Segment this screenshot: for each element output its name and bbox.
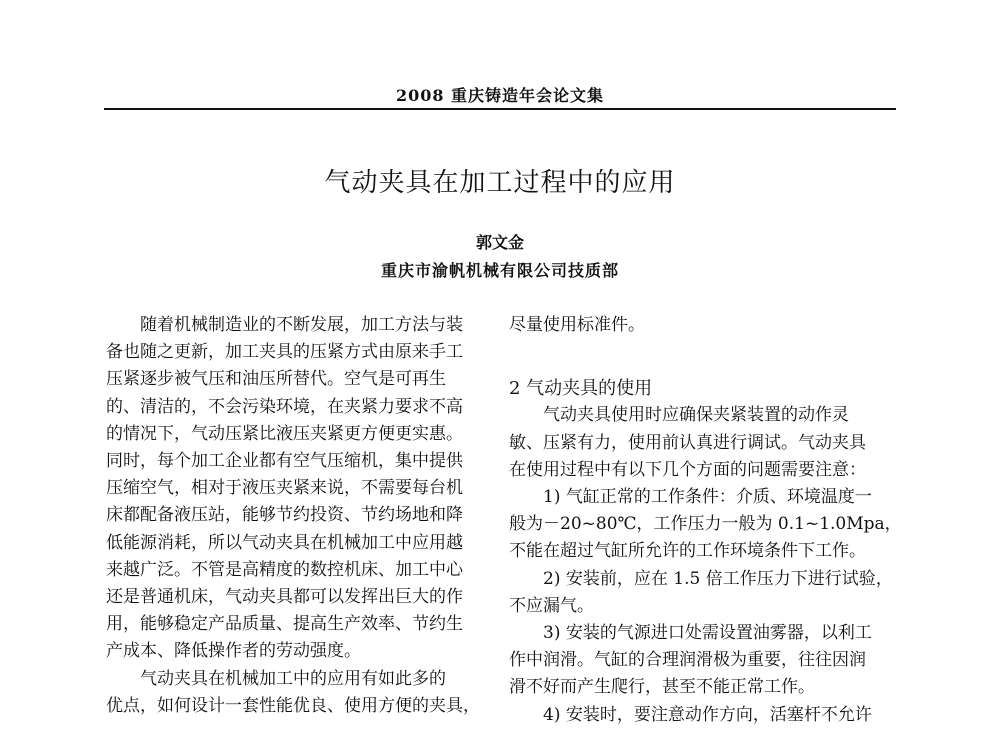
paper-title: 气动夹具在加工过程中的应用 bbox=[324, 168, 676, 198]
body-line: 4) 安装时，要注意动作方向，活塞杆不允许 bbox=[509, 704, 872, 725]
body-line: 来越广泛。不管是高精度的数控机床、加工中心 bbox=[106, 559, 463, 580]
body-line: 用，能够稳定产品质量、提高生产效率、节约生 bbox=[106, 614, 463, 635]
header-rule bbox=[104, 108, 896, 110]
body-line: 3) 安装的气源进口处需设置油雾器，以利工 bbox=[509, 623, 872, 644]
body-line: 压紧逐步被气压和油压所替代。空气是可再生 bbox=[106, 369, 446, 390]
body-line: 不应漏气。 bbox=[509, 595, 594, 616]
body-line: 气动夹具使用时应确保夹紧装置的动作灵 bbox=[509, 405, 849, 426]
body-line: 敏、压紧有力，使用前认真进行调试。气动夹具 bbox=[509, 432, 866, 453]
author-affiliation: 重庆市渝帆机械有限公司技质部 bbox=[380, 261, 619, 280]
section-heading: 2 气动夹具的使用 bbox=[509, 378, 653, 400]
section-spacer bbox=[509, 339, 895, 366]
body-line: 的情况下，气动压紧比液压夹紧更方便更实惠。 bbox=[106, 423, 463, 444]
body-line: 作中润滑。气缸的合理润滑极为重要，往往因润 bbox=[509, 650, 866, 671]
body-line: 优点，如何设计一套性能优良、使用方便的夹具， bbox=[106, 695, 480, 716]
right-column bbox=[509, 312, 902, 729]
body-line: 还是普通机床，气动夹具都可以发挥出巨大的作 bbox=[106, 587, 463, 608]
body-line: 尽量使用标准件。 bbox=[509, 315, 645, 335]
left-column bbox=[106, 312, 491, 720]
body-line: 随着机械制造业的不断发展，加工方法与装 bbox=[106, 315, 463, 335]
body-line: 备也随之更新，加工夹具的压紧方式由原来手工 bbox=[106, 342, 463, 363]
body-line: 压缩空气，相对于液压夹紧来说，不需要每台机 bbox=[106, 478, 463, 499]
body-line: 在使用过程中有以下几个方面的问题需要注意： bbox=[509, 459, 866, 480]
body-line: 床都配备液压站，能够节约投资、节约场地和降 bbox=[106, 505, 463, 526]
body-line: 1) 气缸正常的工作条件：介质、环境温度一 bbox=[509, 487, 872, 508]
body-line: 低能源消耗，所以气动夹具在机械加工中应用越 bbox=[106, 532, 463, 553]
body-line: 的、清洁的，不会污染环境，在夹紧力要求不高 bbox=[106, 396, 463, 417]
body-line: 2) 安装前，应在 1.5 倍工作压力下进行试验， bbox=[509, 568, 893, 589]
running-head: 2008 重庆铸造年会论文集 bbox=[395, 86, 605, 105]
body-line: 产成本、降低操作者的劳动强度。 bbox=[106, 641, 361, 662]
author-name: 郭文金 bbox=[475, 233, 524, 252]
body-line: 同时，每个加工企业都有空气压缩机，集中提供 bbox=[106, 451, 463, 472]
body-line: 滑不好而产生爬行，甚至不能正常工作。 bbox=[509, 677, 815, 698]
body-line: 不能在超过气缸所允许的工作环境条件下工作。 bbox=[509, 541, 866, 562]
body-line: 气动夹具在机械加工中的应用有如此多的 bbox=[106, 668, 446, 689]
body-line: 般为－20~80℃，工作压力一般为 0.1~1.0Mpa， bbox=[509, 514, 902, 535]
